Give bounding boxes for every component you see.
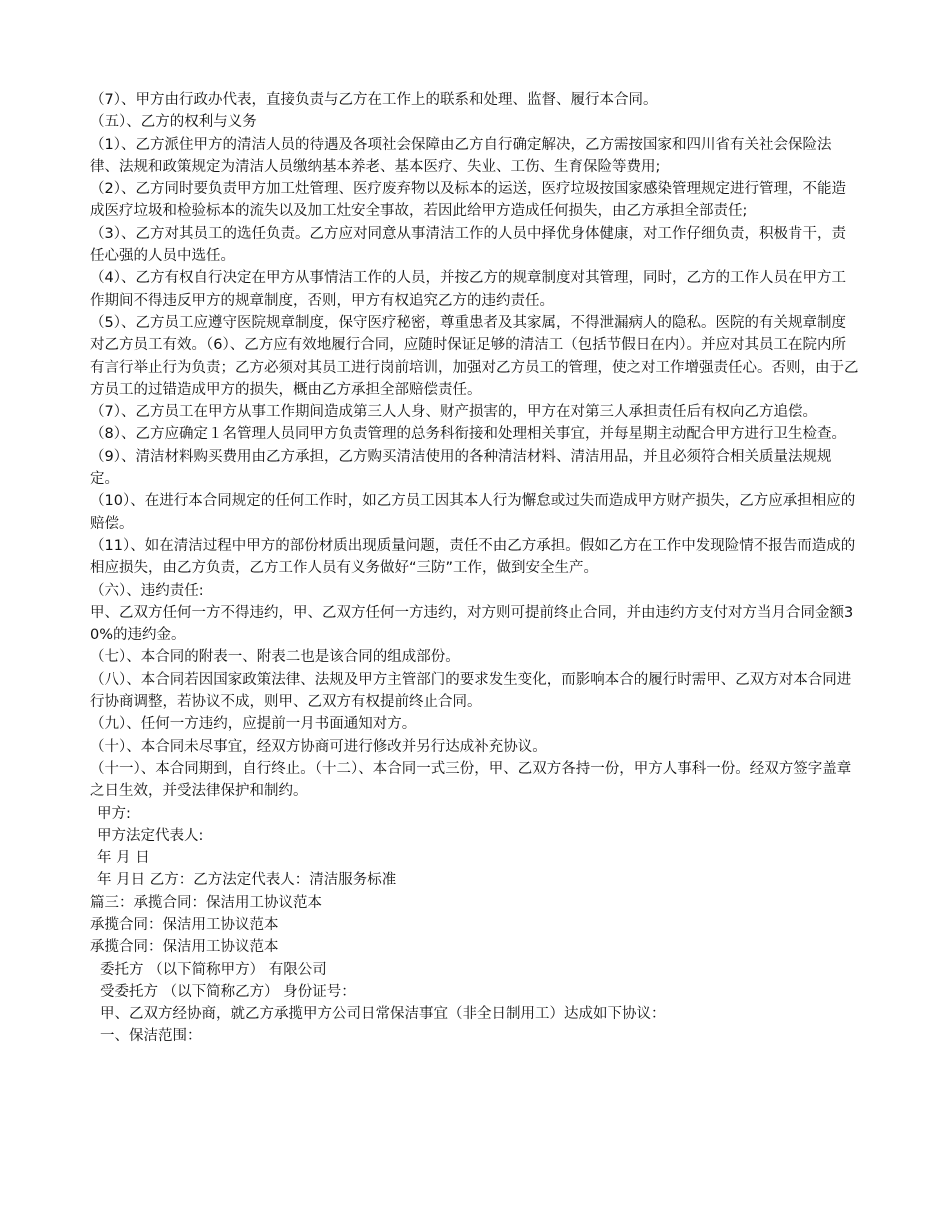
cleaning-scope-heading: 一、保洁范围： (100, 1028, 202, 1045)
clause-3-staff-selection: （3）、乙方对其员工的选任负责。乙方应对同意从事清洁工作的人员中择优身体健康，对工作仔细负责，积极肯干，责任心强的人员中选任。 (90, 225, 846, 265)
section-9-notice: （九）、任何一方违约，应提前一月书面通知对方。 (90, 716, 417, 733)
section-6-heading: （六）、违约责任: (90, 582, 204, 599)
chapter-3-title: 篇三：承揽合同：保洁用工协议范本 (90, 894, 322, 911)
contractor-line: 受委托方 （以下简称乙方） 身份证号： (100, 983, 356, 1000)
section-11-12-termination: （十一）、本合同期到，自行终止。（十二）、本合同一式三份，甲、乙双方各持一份，甲方人事科一份。经双方签字盖章之日生效，并受法律保护和制约。 (90, 760, 852, 800)
contract-title-2: 承揽合同：保洁用工协议范本 (90, 939, 279, 956)
contract-title-1: 承揽合同：保洁用工协议范本 (90, 916, 279, 933)
clause-7-jia-representative: （7）、甲方由行政办代表，直接负责与乙方在工作上的联系和处理、监督、履行本合同。 (90, 92, 658, 108)
section-8-policy-change: （八）、本合同若因国家政策法律、法规及甲方主管部门的要求发生变化，而影响本合的履行时需甲、乙双方对本合同进行协商调整，若协议不成，则甲、乙双方有权提前终止合同。 (90, 671, 852, 711)
client-line: 委托方 （以下简称甲方） 有限公司 (100, 961, 327, 978)
clause-11-safety: （11）、如在清洁过程中甲方的部份材质出现质量问题，责任不由乙方承担。假如乙方在工作中发现险情不报告而造成的相应损失，由乙方负责，乙方工作人员有义务做好“三防”工作，做到安全生产。 (90, 537, 856, 577)
party-a-label: 甲方: (97, 805, 131, 822)
section-7-appendix: （七）、本合同的附表一、附表二也是该合同的组成部份。 (90, 649, 460, 666)
clause-5-6-hospital-rules: （5）、乙方员工应遵守医院规章制度，保守医疗秘密，尊重患者及其家属，不得泄漏病人的隐私。医院的有关规章制度对乙方员工有效。（6）、乙方应有效地履行合同，应随时保证足够的清洁工（包括节假日在内）。并应对其员工在院内所有言行举止行为负责；乙方必须对其员工进行岗前培训，加强对乙方员工的管理，使之对工作增强责任心。否则，由于乙方员工的过错造成甲方的损失，概由乙方承担全部赔偿责任。 (90, 314, 859, 398)
clause-10-compensation: （10）、在进行本合同规定的任何工作时，如乙方员工因其本人行为懈怠或过失而造成甲方财产损失，乙方应承担相应的赔偿。 (90, 493, 856, 532)
date-line-2: 年 月日 乙方：乙方法定代表人：清洁服务标准 (97, 872, 397, 889)
party-a-representative-label: 甲方法定代表人: (97, 827, 204, 844)
clause-4-staff-management: （4）、乙方有权自行决定在甲方从事情洁工作的人员，并按乙方的规章制度对其管理，同时，乙方的工作人员在甲方工作期间不得违反甲方的规章制度，否则，甲方有权追究乙方的违约责任。 (90, 270, 846, 309)
section-10-supplement: （十）、本合同未尽事宜，经双方协商可进行修改并另行达成补充协议。 (90, 738, 547, 755)
clause-2-medical-waste: （2）、乙方同时要负责甲方加工灶管理、医疗废弃物以及标本的运送，医疗垃圾按国家感染管理规定进行管理，不能造成医疗垃圾和检验标本的流失以及加工灶安全事故，若因此给甲方造成任何损失，由乙方承担全部责任; (90, 181, 846, 220)
clause-1-social-insurance: （1）、乙方派住甲方的清洁人员的待遇及各项社会保障由乙方自行确定解决，乙方需按国家和四川省有关社会保险法律、法规和政策规定为清洁人员缴纳基本养老、基本医疗、失业、工伤、生育保险等费用; (90, 136, 832, 175)
clause-7-third-party-damage: （7）、乙方员工在甲方从事工作期间造成第三人人身、财产损害的，甲方在对第三人承担责任后有权向乙方追偿。 (90, 404, 817, 421)
clause-8-manager: （8）、乙方应确定１名管理人员同甲方负责管理的总务科衔接和处理相关事宜，并每星期主动配合甲方进行卫生检查。 (90, 426, 846, 443)
breach-clause: 甲、乙双方任何一方不得违约，甲、乙双方任何一方违约，对方则可提前终止合同，并由违约方支付对方当月合同金额30%的违约金。 (90, 604, 854, 644)
clause-9-cleaning-materials: （9）、清洁材料购买费用由乙方承担，乙方购买清洁使用的各种清洁材料、清洁用品，并且必须符合相关质量法规规定。 (90, 448, 832, 488)
date-line-1: 年 月 日 (97, 850, 150, 867)
agreement-intro: 甲、乙双方经协商，就乙方承揽甲方公司日常保洁事宜（非全日制用工）达成如下协议： (100, 1006, 666, 1023)
document-body (90, 89, 860, 1048)
section-5-heading: （五）、乙方的权利与义务 (90, 114, 257, 131)
